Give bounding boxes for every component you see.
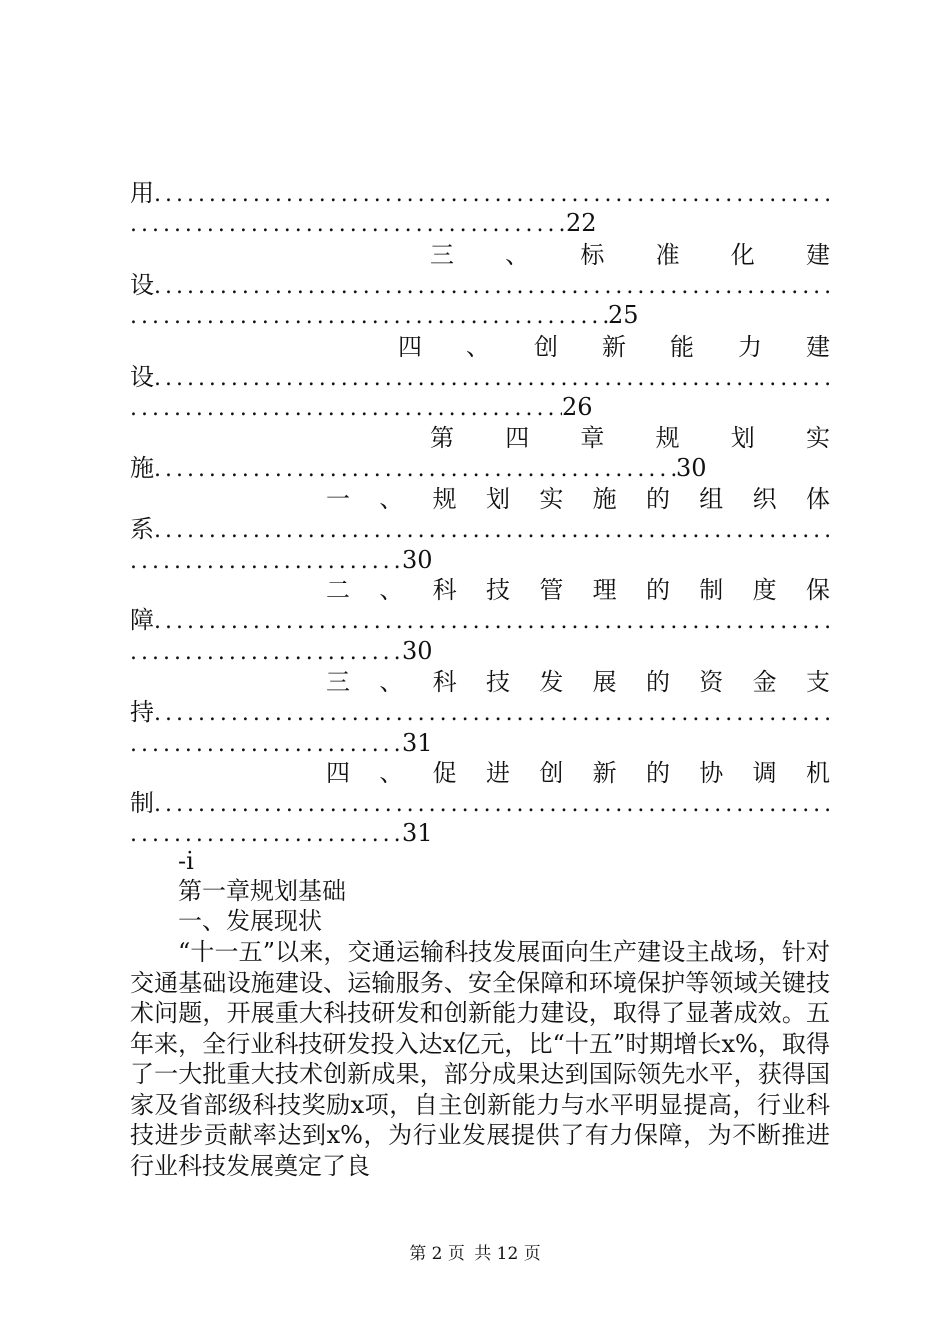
toc-char: 新: [602, 333, 626, 361]
toc-char: 建: [805, 241, 830, 269]
toc-char: 制: [130, 789, 154, 817]
toc-char: 章: [580, 424, 605, 452]
toc-char: 新: [592, 759, 617, 787]
toc-char: 调: [752, 759, 777, 787]
toc-line: [130, 816, 830, 850]
toc-char: 的: [645, 485, 670, 513]
toc-char: 度: [752, 576, 777, 604]
toc-char: 促: [432, 759, 457, 787]
toc-char: 的: [645, 576, 670, 604]
toc-char: 规: [655, 424, 680, 452]
toc-leader-dots: [130, 634, 402, 668]
roman-page-marker: -i: [178, 847, 194, 875]
toc-char: 制: [699, 576, 724, 604]
toc-char: 规: [432, 485, 457, 513]
total-pages-label: 共 12 页: [474, 1244, 541, 1264]
toc-page-number: 31: [402, 819, 433, 847]
toc-page-number: 25: [608, 301, 639, 329]
toc-leader-dots: [154, 271, 830, 299]
toc-char: 实: [539, 485, 564, 513]
toc-line: [130, 512, 830, 546]
toc-char: 保: [805, 576, 830, 604]
toc-char: 技: [485, 576, 510, 604]
toc-char: 支: [805, 668, 830, 696]
toc-char: 划: [730, 424, 755, 452]
toc-line: [130, 695, 830, 729]
toc-char: 持: [130, 698, 154, 726]
toc-char: 协: [699, 759, 724, 787]
toc-char: 展: [592, 668, 617, 696]
section-title: 一、发展现状: [178, 907, 322, 935]
toc-char: 技: [485, 668, 510, 696]
toc-char: 设: [130, 363, 154, 391]
toc-char: 的: [645, 759, 670, 787]
toc-leader-dots: [154, 451, 676, 485]
toc-entry-heading: [326, 756, 830, 790]
toc-entry-heading: [326, 665, 830, 699]
toc-leader-dots: [154, 606, 830, 634]
page-number-label: 第 2 页: [409, 1244, 465, 1264]
toc-char: 机: [805, 759, 830, 787]
toc-char: 建: [806, 333, 830, 361]
toc-page-number: 31: [402, 729, 433, 757]
toc-char: 、: [379, 759, 404, 787]
toc-char: 、: [379, 485, 404, 513]
chapter-title: 第一章规划基础: [178, 877, 346, 905]
toc-leader-dots: [154, 363, 830, 391]
toc-char: 理: [592, 576, 617, 604]
toc-leader-dots: [154, 515, 830, 543]
toc-char: 科: [432, 576, 457, 604]
toc-char: 准: [655, 241, 680, 269]
toc-char: 发: [539, 668, 564, 696]
toc-line: [130, 603, 830, 637]
toc-page-number: 30: [402, 637, 433, 665]
toc-line: [130, 176, 830, 210]
toc-line: [130, 360, 830, 394]
toc-char: 、: [379, 668, 404, 696]
toc-char: 第: [430, 424, 454, 452]
toc-char: 四: [398, 333, 422, 361]
toc-line: [130, 451, 830, 485]
toc-char: 体: [805, 485, 830, 513]
toc-char: 组: [699, 485, 724, 513]
toc-char: 一: [326, 485, 350, 513]
toc-line: [130, 634, 830, 668]
toc-char: 能: [670, 333, 694, 361]
body-paragraph: “十一五”以来，交通运输科技发展面向生产建设主战场，针对交通基础设施建设、运输服务、安全保障和环境保护等领域关键技术问题，开展重大科技研发和创新能力建设，取得了显著成效。五年来，全行业科技研发投入达x亿元，比“十五”时期增长x%，取得了一大批重大技术创新成果，部分成果达到国际领先水平，获得国家及省部级科技奖励x项，自主创新能力与水平明显提高，行业科技进步贡献率达到x%，为行业发展提供了有力保障，为不断推进行业科技发展奠定了良: [130, 938, 830, 1180]
toc-line: [130, 298, 830, 332]
toc-char: 四: [505, 424, 530, 452]
toc-char: 进: [485, 759, 510, 787]
toc-char: 资: [699, 668, 724, 696]
toc-leader-dots: [130, 298, 608, 332]
toc-leader-dots: [154, 179, 830, 207]
toc-entry-heading: [326, 482, 830, 516]
toc-char: 用: [130, 179, 154, 207]
toc-char: 实: [805, 424, 830, 452]
toc-char: 创: [539, 759, 564, 787]
toc-entry-heading: [430, 421, 830, 455]
toc-char: 系: [130, 515, 154, 543]
toc-entry-heading: [326, 573, 830, 607]
toc-char: 织: [752, 485, 777, 513]
toc-page-number: 30: [676, 454, 707, 482]
toc-char: 划: [485, 485, 510, 513]
toc-char: 、: [466, 333, 490, 361]
toc-char: 二: [326, 576, 350, 604]
toc-line: [130, 786, 830, 820]
toc-char: 、: [505, 241, 530, 269]
toc-leader-dots: [130, 390, 562, 424]
toc-char: 标: [580, 241, 605, 269]
toc-char: 施: [130, 454, 154, 482]
toc-line: [130, 543, 830, 577]
toc-leader-dots: [154, 698, 830, 726]
page-footer: [0, 1242, 950, 1266]
toc-leader-dots: [154, 789, 830, 817]
toc-entry-heading: [430, 238, 830, 272]
toc-entry-heading: [398, 330, 830, 364]
toc-char: 设: [130, 271, 154, 299]
toc-line: [130, 268, 830, 302]
toc-char: 、: [379, 576, 404, 604]
toc-char: 力: [738, 333, 762, 361]
toc-char: 三: [326, 668, 350, 696]
toc-char: 管: [539, 576, 564, 604]
toc-char: 四: [326, 759, 350, 787]
toc-leader-dots: [130, 543, 402, 577]
toc-leader-dots: [130, 726, 402, 760]
toc-char: 创: [534, 333, 558, 361]
toc-page-number: 26: [562, 393, 593, 421]
toc-char: 施: [592, 485, 617, 513]
toc-leader-dots: [130, 816, 402, 850]
toc-leader-dots: [130, 206, 566, 240]
toc-char: 科: [432, 668, 457, 696]
toc-page-number: 30: [402, 546, 433, 574]
toc-char: 化: [730, 241, 755, 269]
toc-char: 金: [752, 668, 777, 696]
toc-char: 障: [130, 606, 154, 634]
toc-char: 三: [430, 241, 454, 269]
toc-line: [130, 206, 830, 240]
toc-char: 的: [645, 668, 670, 696]
toc-line: [130, 726, 830, 760]
toc-page-number: 22: [566, 209, 597, 237]
toc-line: [130, 390, 830, 424]
